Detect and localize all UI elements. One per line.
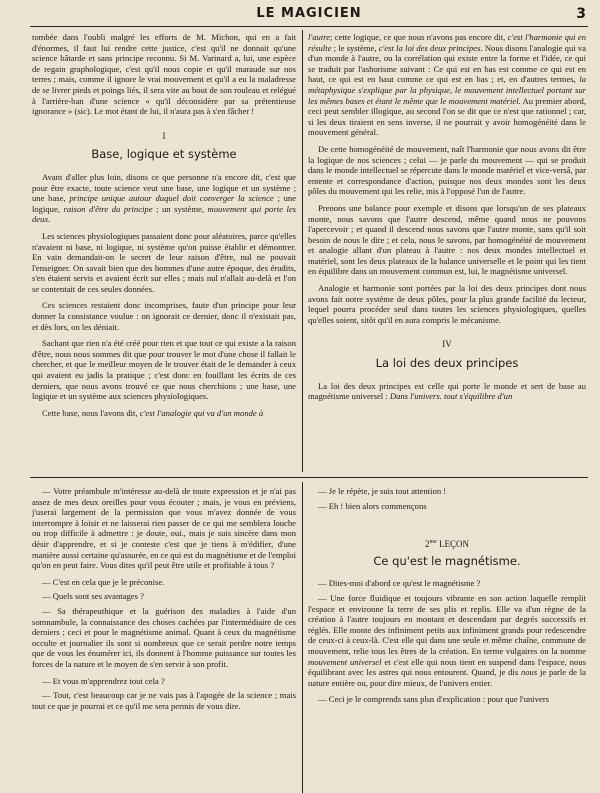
lesson-number: $2^{me}$ LEÇON [424, 539, 470, 550]
dialogue-line: — Ceci je le comprends sans plus d'explication : pour que l'univers [318, 694, 550, 705]
column-bottom-right [308, 486, 586, 711]
page-header [30, 6, 588, 26]
section-number: IV [442, 339, 452, 350]
header-rule [30, 26, 588, 27]
section-title: La loi des deux principes [375, 356, 519, 371]
column-top-right [308, 32, 586, 408]
section-number: I [162, 130, 166, 141]
dialogue-line: — Et vous m'apprendrez tout cela ? [42, 675, 165, 686]
dialogue-line: — Eh ! bien alors commençons [318, 500, 427, 511]
dialogue-line: — Sa thérapeuthique et la guérison des maladies à l'aide d'un somnambule, la connaissance des choses cachées par l'intermédiaire de ces derniers ; ceci et pour le magnétisme animal. Quant à ceux du magnétisme occulte et journalier ils sont si nombreux que ce serait perdre notre temps que de vous les énumérer ici, ils donnent à l'homme puissance sur toutes les forces de la nature et le moyen de s'en servir à son profit. [32, 605, 296, 669]
paragraph: Analogie et harmonie sont portées par la loi des deux principes dont nous avons fait notre système de deux pôles, pour la plus grande facilité du lecteur, lequel pourra procéder seul dans toutes les sciences physiologiques, quelles qu'elles soient, sitôt qu'il en aura compris le mécanisme. [308, 283, 586, 325]
column-bottom-left [32, 486, 296, 717]
paragraph: La loi des deux principes est celle qui porte le monde et sert de base au magnétisme universel : Dans l'univers. tout s'équilibre d'un [308, 380, 586, 402]
paragraph: Les sciences physiologiques passaient donc pour aléatoires, parce qu'elles n'avaient ni base, ni logique, ni système qu'on puisse établir et démontrer. En vain demandait-on le secret de leur raison d'être, nul ne pouvait l'enseigner. On savait bien que des hommes d'une autre époque, des érudits, s'en étaient servis et avaient écrit sur elles ; mais nul n'allait au-delà et l'on se contentait de ces seules données. [32, 230, 296, 294]
lesson-title: Ce qu'est le magnétisme. [373, 553, 521, 568]
dialogue-line: — Votre préambule m'intéresse au-delà de toute expression et je n'ai pas assez de mes deux oreilles pour vous écouter ; mais, je vous en préviens, j'userai largement de la permission que vous m'avez donnée de vous interrompre à loisir et ne laisserai rien passer de ce qui me semblera louche ou trop difficile à admettre : je doute, oui., mais je suis sincère dans mon désir d'apprendre, et si je conteste c'est que je tiens à m'édifier, d'une manière aussi certaine qu'assurée, en ce qui est du magnétisme et de l'emploi qu'on en peut faire. Vous dites qu'il peut être utile et profitable à tous ? [32, 486, 296, 571]
column-divider-top [302, 30, 303, 472]
paragraph: l'autre; cette logique, ce que nous n'avons pas encore dit, c'est l'harmonie qui en résulte ; le système, c'est la loi des deux principes. Nous disons l'analogie qui va d'un monde à l'autre, ou la corrélation qui existe entre la forme et l'idée, ce qui se traduit par l'ashorisme suivant : Ce qui est en bas est comme ce qui est en haut, ce qui est en haut comme ce qui est en bas ; et, en d'autres termes, la métaphysique s'explique par la physique, le mouvement intellectuel portant sur les mêmes bases et étant le même que le mouvement matériel. Au premier abord, ceci peut sembler illogique, au second l'on se dit que ce n'est que rationnel ; car, si les deux tiraient en sens inverse, il ne pourrait y avoir homogénéité dans le mouvement général. [308, 32, 587, 138]
paragraph: Cette base, nous l'avons dit, c'est l'analogie qui va d'un monde à [42, 407, 264, 418]
page-number: 3 [576, 6, 586, 22]
paragraph: Avant d'aller plus loin, disons ce que personne n'a encore dit, c'est que pour être exacte, toute science veut une base, une logique et un système ; une base, principe unique autour duquel doit converger la science ; une logique, raison d'être du principe ; un système, mouvement qui porte les deux. [32, 171, 297, 225]
dialogue-line: — C'est en cela que je le préconise. [42, 576, 165, 587]
dialogue-line: — Dites-moi d'abord ce qu'est le magnétisme ? [318, 578, 481, 589]
dialogue-line: — Une force fluidique et toujours vibrante en son action laquelle remplit l'espace et environne la terre de ses plis et replis. Elle va d'un règne de la création à l'autre toujours en montant et descendant par degrés successifs et réglés. Elle monte des infiniment petits aux infiniment grands pour redescendre de ceux-ci à ceux-là. C'est elle qui dans une seule et même chaîne, commune de mouvement, relie tous les êtres de la création. En terme vulgaires on la nomme mouvement universel et c'est elle qui nous tient en suspend dans l'espace, nous équilibrant avec les astres qui nous entourent. Quand, je dis nous je parle de la nature entière ou, pour dire mieux, de l'univers entier. [308, 592, 586, 688]
journal-title: LE MAGICIEN [256, 6, 362, 21]
paragraph: De cette homogénéité de mouvement, naît l'harmonie que nous avons dit être la logique de nos sciences ; celui — je parle du mouvement — qui se produit dans le monde intellectuel se répercute dans le monde matériel et vice-versâ, par entente et correspondance d'action, puisque nos deux mondes sont les deux pôles du mouvement qui les relie, mis à l'opposé l'un de l'autre. [308, 143, 586, 197]
dialogue-line: — Tout, c'est beaucoup car je ne vais pas à l'apogée de la science ; mais tout ce que je pourrai et ce qu'il me sera permis de vous dire. [32, 690, 296, 711]
dialogue-line: — Quels sont ses avantages ? [42, 591, 144, 602]
paragraph: Prenons une balance pour exemple et disons que lorsqu'un de ses plateaux monte, nous savons que l'autre descend, même quand nous ne pouvons l'apercevoir ; et quand il descend nous savons que l'autre monte, sans qu'il soit besoin de nous le dire ; et cela, nous le savons, par homogénéité de mouvement et analogie allant d'un plateau à l'autre : nos deux mondes intellectuel et matériel, sont les deux plateaux de la balance universelle et le point qui les tient en équilibre dans un mouvement commun est, lui, le magnétisme universel. [308, 202, 586, 277]
paragraph: Sachant que rien n'a été créé pour rien et que tout ce qui existe a la raison d'être, nous nous sommes dit que pour trouver le mot d'une chose il fallait le chercher, et que le meilleur moyen de le trouver était de le demander à ceux qui avaient eu jadis la pratique ; c'est donc en fouillant les écrits de ces derniers, que nous avons trouvé ce que nous cherchions ; une base, une logique et un système aux sciences physiologiques. [32, 338, 296, 402]
column-divider-bottom [302, 482, 303, 793]
column-top-left [32, 32, 296, 424]
paragraph: Ces sciences restaient donc incomprises, faute d'un principe pour leur donner la consistance voulue : on ignorait ce dernier, donc il n'existait pas, et dès lors, on les déniait. [32, 300, 296, 332]
dialogue-line: — Je le répète, je suis tout attention ! [318, 486, 447, 496]
section-divider [30, 477, 588, 478]
paragraph: tombée dans l'oubli malgré les efforts de M. Michon, qui en a fait d'énormes, il faut lui rendre cette justice, c'est qu'il ne donnait qu'une science bâtarde et sans principe reconnu. Si M. Varinard a, lui, une espèce de regain graphologique, c'est qu'il nous copie et qu'il maraude sur nos terres ; mais, comme il ignore le vrai mouvement et qu'il a eu la maladresse de se livrer pieds et poings liés, il sera vite au bout de son rouleau et relégué à l'arrière-ban d'une science « qu'il déconsidère par sa prétentieuse ignorance » (sic). Le mot étant de lui, il n'aura pas à s'en fâcher ! [32, 32, 296, 117]
section-title: Base, logique et système [91, 147, 237, 162]
